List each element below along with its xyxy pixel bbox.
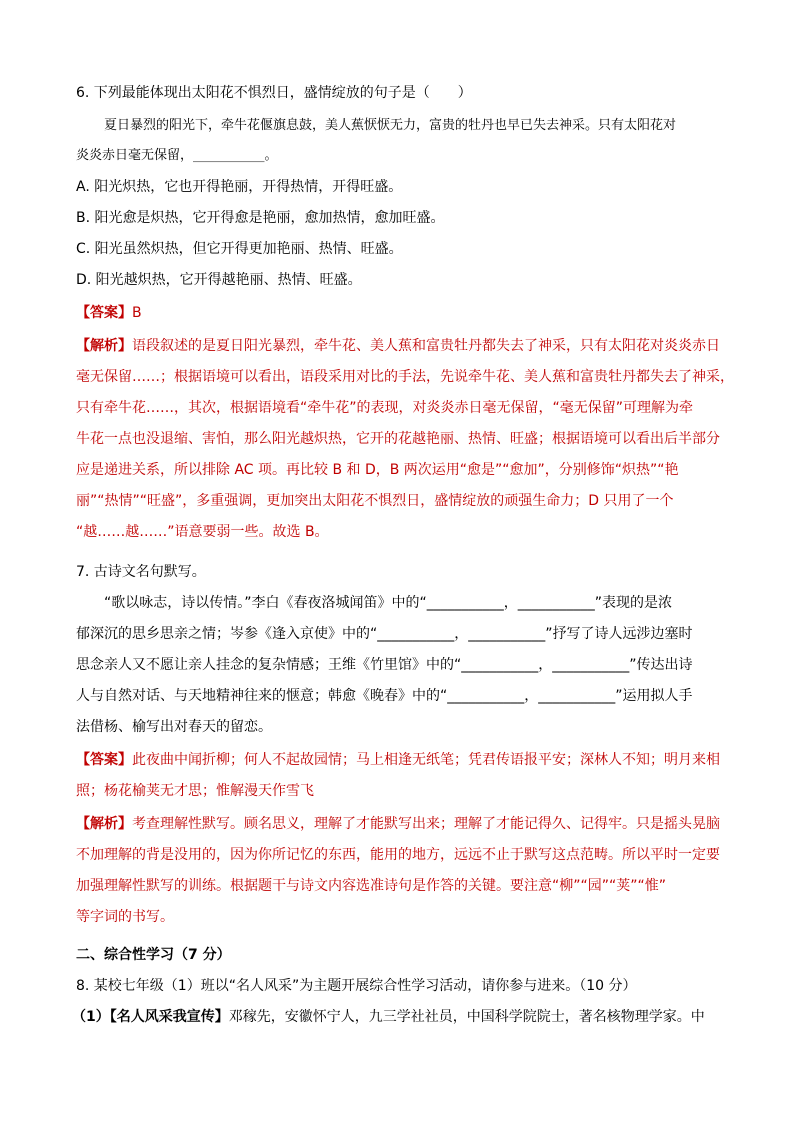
q6-option-c: C. 阳光虽然炽热，但它开得更加艳丽、热情、旺盛。 — [76, 241, 403, 257]
q7-analysis-text: 考查理解性默写。顾名思义，理解了才能默写出来；理解了才能记得久、记得牢。只是摇头晃脑 — [132, 816, 720, 832]
q6-analysis-line-3: 只有牵牛花……，其次，根据语境看“牵牛花”的表现，对炎炎赤日毫无保留，“毫无保留”可理解为牵 — [76, 400, 694, 416]
q7-answer-line-1 — [76, 750, 726, 770]
q7-body-line-1: “歌以咏志，诗以传情。”李白《春夜洛城闻笛》中的“___________，___________”表现的是浓 — [104, 595, 673, 611]
q8-sub1-label: （1）【名人风采我宣传】 — [72, 1009, 229, 1025]
answer-tag: 【答案】 — [76, 752, 132, 768]
q6-analysis-line-1 — [76, 336, 726, 356]
q7-body-line-2: 郁深沉的思乡思亲之情；岑参《逢入京使》中的“___________，___________”抒写了诗人远涉边塞时 — [76, 626, 693, 642]
q6-analysis-line-4: 牛花一点也没退缩、害怕，那么阳光越炽热，它开的花越艳丽、热情、旺盛；根据语境可以看出后半部分 — [76, 431, 720, 447]
answer-tag: 【答案】 — [76, 305, 132, 321]
q7-body-line-5: 法借杨、榆写出对春天的留恋。 — [76, 719, 272, 735]
q6-analysis-line-2: 毫无保留……；根据语境可以看出，语段采用对比的手法，先说牵牛花、美人蕉和富贵牡丹都失去了神采， — [76, 369, 734, 385]
q8-sub1-line — [72, 1007, 722, 1027]
q6-analysis-text: 语段叙述的是夏日阳光暴烈，牵牛花、美人蕉和富贵牡丹都失去了神采，只有太阳花对炎炎赤日 — [132, 338, 720, 354]
q8-sub1-text: 邓稼先，安徽怀宁人，九三学社社员，中国科学院院士，著名核物理学家。中 — [228, 1009, 705, 1025]
q7-analysis-line-3: 加强理解性默写的训练。根据题干与诗文内容选准诗句是作答的关键。要注意“柳”“园”“荚”“惟” — [76, 878, 667, 894]
analysis-tag: 【解析】 — [76, 816, 132, 832]
q8-stem: 8. 某校七年级（1）班以“名人风采”为主题开展综合性学习活动，请你参与进来。（10 分） — [76, 978, 637, 994]
q6-answer-line — [76, 303, 726, 323]
q6-option-d: D. 阳光越炽热，它开得越艳丽、热情、旺盛。 — [76, 272, 362, 288]
q7-body-line-4: 人与自然对话、与天地精神往来的惬意；韩愈《晚春》中的“___________，___________”运用拟人手 — [76, 688, 693, 704]
q6-answer: B — [132, 305, 142, 321]
q7-analysis-line-2: 不加理解的背是没用的，因为你所记忆的东西，能用的地方，远远不止于默写这点范畴。所以平时一定要 — [76, 847, 720, 863]
q6-analysis-line-5: 应是递进关系，所以排除 AC 项。再比较 B 和 D，B 两次运用“愈是”“愈加”，分别修饰“炽热”“艳 — [76, 462, 679, 478]
q7-stem: 7. 古诗文名句默写。 — [76, 564, 206, 580]
analysis-tag: 【解析】 — [76, 338, 132, 354]
q6-passage-line-1: 夏日暴烈的阳光下，牵牛花偃旗息鼓，美人蕉恹恹无力，富贵的牡丹也早已失去神采。只有太阳花对 — [104, 118, 677, 133]
q6-option-b: B. 阳光愈是炽热，它开得愈是艳丽，愈加热情，愈加旺盛。 — [76, 210, 445, 226]
q6-option-a: A. 阳光炽热，它也开得艳丽，开得热情，开得旺盛。 — [76, 179, 403, 195]
q6-analysis-line-6: 丽”“热情”“旺盛”，多重强调，更加突出太阳花不惧烈日，盛情绽放的顽强生命力；D 只用了一个 — [76, 493, 674, 509]
q7-body-line-3: 思念亲人又不愿让亲人挂念的复杂情感；王维《竹里馆》中的“___________，___________”传达出诗 — [76, 657, 693, 673]
q7-analysis-line-1 — [76, 814, 726, 834]
q6-stem: 6. 下列最能体现出太阳花不惧烈日，盛情绽放的句子是（ ） — [76, 85, 472, 101]
q6-analysis-line-7: “越……越……”语意要弱一些。故选 B。 — [76, 524, 329, 540]
q7-answer-text: 此夜曲中闻折柳；何人不起故园情；马上相逢无纸笔；凭君传语报平安；深林人不知；明月来相 — [132, 752, 720, 768]
q7-analysis-line-4: 等字词的书写。 — [76, 909, 174, 925]
q6-passage-line-2: 炎炎赤日毫无保留，___________。 — [76, 148, 278, 163]
section-heading: 二、综合性学习（7 分） — [76, 947, 231, 963]
q7-answer-line-2: 照；杨花榆荚无才思；惟解漫天作雪飞 — [76, 783, 314, 799]
